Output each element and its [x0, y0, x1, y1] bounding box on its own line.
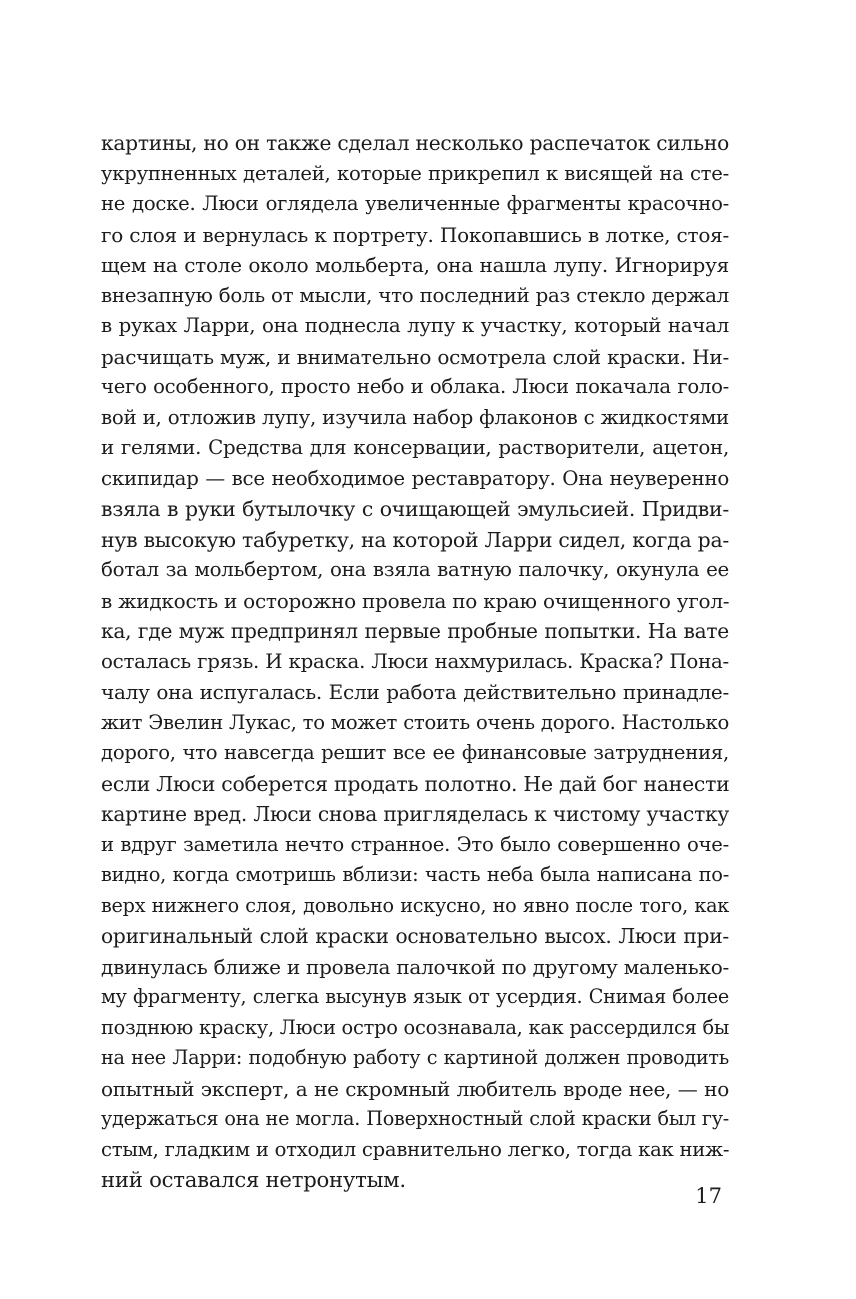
text-line: видно, когда смотришь вблизи: часть неба была написана по- [101, 863, 729, 886]
text-line: вой и, отложив лупу, изучила набор флаконов с жидкостями [101, 405, 729, 429]
text-line: двинулась ближе и провела палочкой по другому маленько- [101, 954, 729, 979]
text-line: го слоя и вернулась к портрету. Покопавшись в лотке, стоя- [101, 222, 729, 247]
text-line: осталась грязь. И краска. Люси нахмурилась. Краска? Пона- [101, 649, 729, 673]
text-line: не доске. Люси оглядела увеличенные фрагменты красочно- [101, 192, 729, 215]
text-line: му фрагменту, слегка высунув язык от усердия. Снимая более [101, 985, 729, 1008]
text-line: стым, гладким и отходил сравнительно легко, тогда как ниж- [101, 1137, 730, 1161]
text-line: внезапную боль от мысли, что последний раз стекло держал [101, 283, 729, 307]
text-line: взяла в руки бутылочку с очищающей эмульсией. Придви- [101, 497, 729, 521]
text-line: в руках Ларри, она поднесла лупу к участку, который начал [101, 314, 729, 337]
text-line: опытный эксперт, а не скромный любитель вроде нее, — но [101, 1076, 729, 1101]
text-line: укрупненных деталей, которые прикрепил к висящей на сте- [101, 161, 729, 185]
text-line: картине вред. Люси снова пригляделась к чистому участку [101, 802, 729, 826]
text-line: и гелями. Средства для консервации, растворители, ацетон, [101, 436, 729, 459]
text-line: скипидар — все необходимое реставратору. Она неуверенно [101, 466, 729, 490]
text-line: удержаться она не могла. Поверхностный слой краски был гу- [101, 1107, 729, 1130]
text-line: позднюю краску, Люси остро осознавала, как рассердился бы [101, 1015, 730, 1039]
text-line: чалу она испугалась. Если работа действительно принадле- [101, 680, 729, 704]
text-line: щем на столе около мольберта, она нашла лупу. Игнорируя [101, 253, 729, 277]
body-text [101, 128, 729, 1196]
text-line: оригинальный слой краски основательно высох. Люси при- [101, 924, 729, 948]
text-line: картины, но он также сделал несколько распечаток сильно [101, 131, 729, 155]
text-line: ботал за мольбертом, она взяла ватную палочку, окунула ее [101, 558, 729, 581]
text-line: ка, где муж предпринял первые пробные попытки. На вате [101, 619, 729, 643]
text-line: на нее Ларри: подобную работу с картиной должен проводить [101, 1046, 729, 1069]
text-line: если Люси соберется продать полотно. Не дай бог нанести [101, 771, 730, 796]
text-line: и вдруг заметила нечто странное. Это было совершенно оче- [101, 832, 729, 856]
text-line-last: ний оставался нетронутым. [101, 1167, 406, 1192]
text-line: в жидкость и осторожно провела по краю очищенного угол- [101, 588, 730, 613]
text-line: расчищать муж, и внимательно осмотрела слой краски. Ни- [101, 344, 729, 369]
text-line: нув высокую табуретку, на которой Ларри сидел, когда ра- [101, 527, 729, 552]
text-line: верх нижнего слоя, довольно искусно, но явно после того, как [101, 893, 729, 917]
text-line: жит Эвелин Лукас, то может стоить очень дорого. Настолько [101, 710, 729, 734]
text-line: дорого, что навсегда решит все ее финансовые затруднения, [101, 741, 729, 764]
page-number: 17 [695, 1184, 722, 1208]
text-line: чего особенного, просто небо и облака. Люси покачала голо- [101, 375, 729, 398]
